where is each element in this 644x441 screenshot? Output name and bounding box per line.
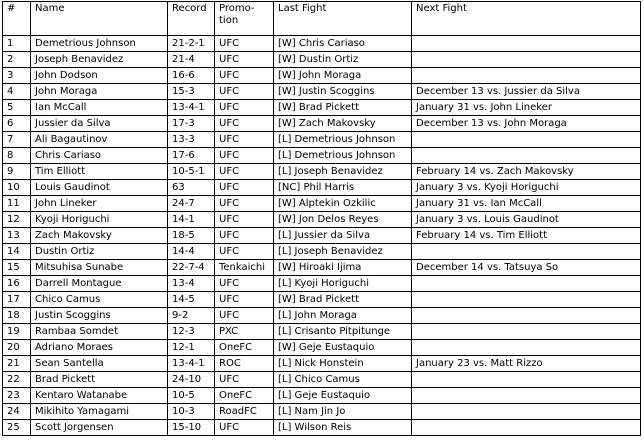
cell-record: 24-7 [168,196,215,212]
cell-rank: 4 [3,84,31,100]
table-row [3,228,641,244]
table-row [3,356,641,372]
header-last-fight: Last Fight [274,2,412,36]
cell-promotion: Tenkaichi [215,260,274,276]
header-next-fight: Next Fight [412,2,641,36]
table-row [3,164,641,180]
cell-rank: 20 [3,340,31,356]
table-row [3,324,641,340]
cell-record: 13-4-1 [168,356,215,372]
cell-name: Chico Camus [31,292,168,308]
cell-rank: 25 [3,420,31,436]
cell-record: 9-2 [168,308,215,324]
cell-last-fight: [L] Nick Honstein [274,356,412,372]
cell-promotion: UFC [215,36,274,52]
cell-promotion: UFC [215,100,274,116]
cell-last-fight: [L] Crisanto Pitpitunge [274,324,412,340]
cell-promotion: OneFC [215,340,274,356]
cell-next-fight [412,132,641,148]
cell-record: 15-3 [168,84,215,100]
cell-rank: 2 [3,52,31,68]
cell-last-fight: [L] Wilson Reis [274,420,412,436]
table-row [3,244,641,260]
cell-last-fight: [W] Brad Pickett [274,292,412,308]
cell-next-fight [412,324,641,340]
cell-name: Dustin Ortiz [31,244,168,260]
cell-rank: 12 [3,212,31,228]
cell-next-fight [412,276,641,292]
cell-last-fight: [L] Jussier da Silva [274,228,412,244]
cell-record: 14-5 [168,292,215,308]
cell-record: 10-5 [168,388,215,404]
cell-record: 16-6 [168,68,215,84]
cell-last-fight: [W] Geje Eustaquio [274,340,412,356]
table-row [3,36,641,52]
table-row [3,260,641,276]
table-row [3,340,641,356]
cell-next-fight [412,68,641,84]
cell-name: Darrell Montague [31,276,168,292]
cell-promotion: UFC [215,180,274,196]
cell-next-fight: January 23 vs. Matt Rizzo [412,356,641,372]
cell-promotion: UFC [215,420,274,436]
cell-record: 13-4-1 [168,100,215,116]
cell-rank: 24 [3,404,31,420]
table-row [3,116,641,132]
cell-name: Demetrious Johnson [31,36,168,52]
cell-next-fight: January 31 vs. John Lineker [412,100,641,116]
table-row [3,132,641,148]
cell-promotion: UFC [215,132,274,148]
cell-record: 22-7-4 [168,260,215,276]
cell-rank: 9 [3,164,31,180]
rankings-table [2,1,641,436]
cell-promotion: UFC [215,52,274,68]
cell-rank: 17 [3,292,31,308]
cell-next-fight [412,52,641,68]
cell-record: 10-5-1 [168,164,215,180]
cell-name: Rambaa Somdet [31,324,168,340]
cell-record: 17-3 [168,116,215,132]
cell-next-fight: February 14 vs. Tim Elliott [412,228,641,244]
table-row [3,372,641,388]
cell-next-fight [412,420,641,436]
cell-promotion: UFC [215,196,274,212]
cell-record: 21-4 [168,52,215,68]
cell-name: Chris Cariaso [31,148,168,164]
cell-promotion: RoadFC [215,404,274,420]
cell-promotion: UFC [215,212,274,228]
cell-last-fight: [L] Geje Eustaquio [274,388,412,404]
table-row [3,100,641,116]
cell-promotion: UFC [215,308,274,324]
cell-promotion: UFC [215,84,274,100]
table-row [3,388,641,404]
table-row [3,196,641,212]
cell-promotion: PXC [215,324,274,340]
cell-rank: 22 [3,372,31,388]
cell-promotion: UFC [215,68,274,84]
cell-next-fight [412,292,641,308]
cell-record: 13-3 [168,132,215,148]
cell-rank: 10 [3,180,31,196]
cell-name: Kyoji Horiguchi [31,212,168,228]
cell-promotion: UFC [215,164,274,180]
cell-last-fight: [W] Justin Scoggins [274,84,412,100]
cell-name: Jussier da Silva [31,116,168,132]
cell-record: 14-1 [168,212,215,228]
cell-rank: 1 [3,36,31,52]
cell-name: Kentaro Watanabe [31,388,168,404]
cell-next-fight [412,388,641,404]
cell-last-fight: [L] John Moraga [274,308,412,324]
cell-next-fight: January 31 vs. Ian McCall [412,196,641,212]
cell-next-fight: January 3 vs. Kyoji Horiguchi [412,180,641,196]
cell-promotion: UFC [215,228,274,244]
cell-name: Mikihito Yamagami [31,404,168,420]
cell-record: 15-10 [168,420,215,436]
cell-record: 14-4 [168,244,215,260]
cell-record: 13-4 [168,276,215,292]
cell-rank: 21 [3,356,31,372]
table-row [3,68,641,84]
cell-promotion: UFC [215,372,274,388]
cell-name: Louis Gaudinot [31,180,168,196]
table-row [3,276,641,292]
cell-name: John Lineker [31,196,168,212]
table-row [3,212,641,228]
cell-last-fight: [L] Demetrious Johnson [274,148,412,164]
cell-rank: 13 [3,228,31,244]
table-row [3,180,641,196]
cell-name: Ali Bagautinov [31,132,168,148]
cell-next-fight: December 14 vs. Tatsuya So [412,260,641,276]
table-row [3,52,641,68]
table-row [3,420,641,436]
table-row [3,404,641,420]
cell-rank: 18 [3,308,31,324]
cell-rank: 3 [3,68,31,84]
header-record: Record [168,2,215,36]
cell-name: Mitsuhisa Sunabe [31,260,168,276]
cell-last-fight: [L] Kyoji Horiguchi [274,276,412,292]
cell-promotion: UFC [215,276,274,292]
cell-last-fight: [W] Chris Cariaso [274,36,412,52]
cell-promotion: ROC [215,356,274,372]
cell-name: Ian McCall [31,100,168,116]
cell-record: 24-10 [168,372,215,388]
cell-next-fight [412,148,641,164]
cell-name: Scott Jorgensen [31,420,168,436]
cell-last-fight: [W] John Moraga [274,68,412,84]
cell-last-fight: [L] Joseph Benavidez [274,244,412,260]
cell-last-fight: [L] Chico Camus [274,372,412,388]
cell-rank: 6 [3,116,31,132]
cell-next-fight [412,372,641,388]
rankings-table-container [2,1,641,436]
cell-next-fight [412,404,641,420]
cell-next-fight [412,244,641,260]
cell-rank: 23 [3,388,31,404]
header-promotion: Promo-tion [215,2,274,36]
cell-next-fight: December 13 vs. Jussier da Silva [412,84,641,100]
cell-name: John Moraga [31,84,168,100]
cell-name: John Dodson [31,68,168,84]
cell-name: Brad Pickett [31,372,168,388]
cell-record: 10-3 [168,404,215,420]
cell-rank: 16 [3,276,31,292]
cell-last-fight: [L] Nam Jin Jo [274,404,412,420]
cell-last-fight: [W] Zach Makovsky [274,116,412,132]
cell-record: 12-3 [168,324,215,340]
cell-record: 18-5 [168,228,215,244]
cell-last-fight: [W] Dustin Ortiz [274,52,412,68]
header-row [3,2,641,36]
cell-name: Zach Makovsky [31,228,168,244]
cell-next-fight: December 13 vs. John Moraga [412,116,641,132]
cell-promotion: UFC [215,292,274,308]
cell-last-fight: [W] Brad Pickett [274,100,412,116]
cell-promotion: UFC [215,148,274,164]
cell-next-fight: January 3 vs. Louis Gaudinot [412,212,641,228]
cell-rank: 14 [3,244,31,260]
table-row [3,84,641,100]
cell-last-fight: [W] Alptekin Ozkilic [274,196,412,212]
cell-next-fight [412,36,641,52]
cell-record: 21-2-1 [168,36,215,52]
table-row [3,308,641,324]
cell-promotion: UFC [215,116,274,132]
cell-record: 63 [168,180,215,196]
cell-rank: 5 [3,100,31,116]
table-body [3,36,641,436]
cell-last-fight: [W] Hiroaki Ijima [274,260,412,276]
cell-name: Joseph Benavidez [31,52,168,68]
cell-record: 12-1 [168,340,215,356]
table-header [3,2,641,36]
cell-last-fight: [W] Jon Delos Reyes [274,212,412,228]
cell-promotion: OneFC [215,388,274,404]
header-name: Name [31,2,168,36]
cell-name: Adriano Moraes [31,340,168,356]
cell-next-fight: February 14 vs. Zach Makovsky [412,164,641,180]
table-row [3,292,641,308]
cell-rank: 19 [3,324,31,340]
cell-last-fight: [L] Joseph Benavidez [274,164,412,180]
cell-rank: 15 [3,260,31,276]
cell-name: Justin Scoggins [31,308,168,324]
table-row [3,148,641,164]
cell-record: 17-6 [168,148,215,164]
header-rank: # [3,2,31,36]
cell-rank: 8 [3,148,31,164]
cell-name: Tim Elliott [31,164,168,180]
cell-next-fight [412,340,641,356]
cell-next-fight [412,308,641,324]
cell-rank: 7 [3,132,31,148]
cell-rank: 11 [3,196,31,212]
cell-promotion: UFC [215,244,274,260]
cell-last-fight: [L] Demetrious Johnson [274,132,412,148]
cell-last-fight: [NC] Phil Harris [274,180,412,196]
cell-name: Sean Santella [31,356,168,372]
